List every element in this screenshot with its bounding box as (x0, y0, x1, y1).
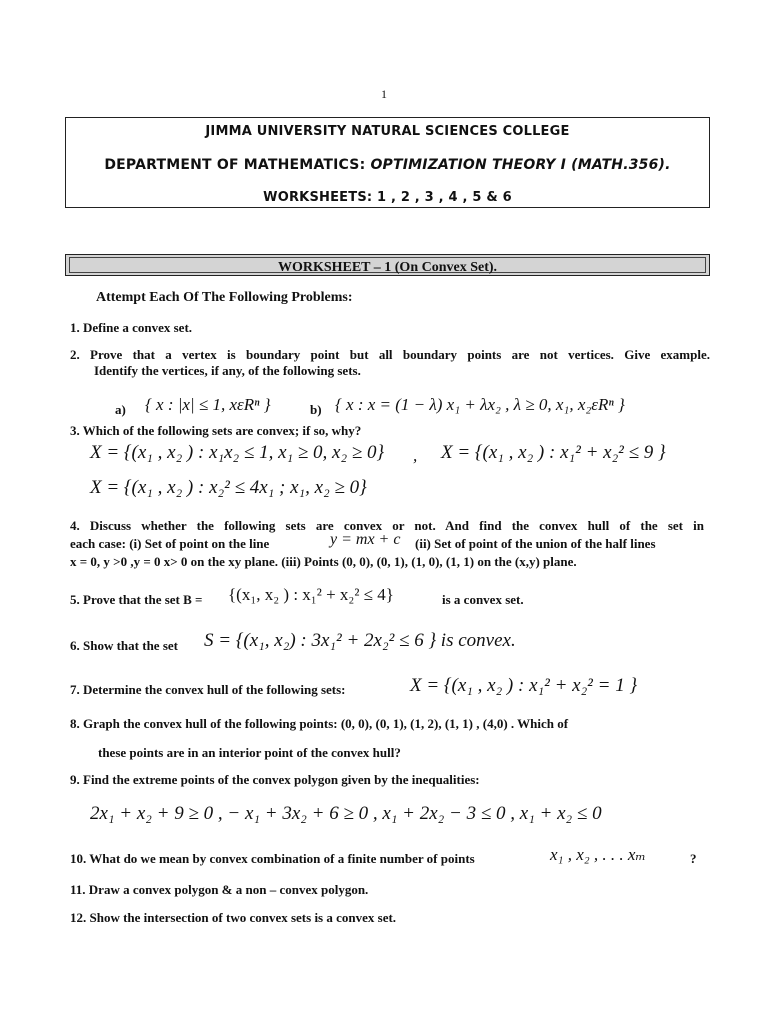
problem-1: 1. Define a convex set. (70, 320, 193, 335)
problem-4-line2b: (ii) Set of point of the union of the half lines (415, 536, 656, 551)
problem-3: 3. Which of the following sets are convex; if so, why? (70, 423, 362, 438)
problem-10-question-mark: ? (690, 851, 697, 866)
problem-3-set2: X = {(x₁ , x₂ ) : x₁² + x₂² ≤ 9 } (441, 442, 666, 463)
college-name: JIMMA UNIVERSITY NATURAL SCIENCES COLLEGE (205, 124, 570, 139)
problem-2-line1: 2. Prove that a vertex is boundary point but all boundary points are not vertices. Give example. (70, 347, 710, 362)
problem-4-line1: 4. Discuss whether the following sets are convex or not. And find the convex hull of the set in (70, 518, 704, 533)
problem-5-tail: is a convex set. (442, 592, 524, 607)
problem-12: 12. Show the intersection of two convex sets is a convex set. (70, 910, 397, 925)
problem-8-line2: these points are in an interior point of the convex hull? (98, 745, 401, 760)
worksheet-title-bar (65, 254, 710, 276)
problem-2a-label: a) (115, 402, 126, 417)
problem-4-line2a: each case: (i) Set of point on the line (70, 536, 270, 551)
worksheets-list: WORKSHEETS: 1 , 2 , 3 , 4 , 5 & 6 (263, 190, 512, 205)
problem-8-line1: 8. Graph the convex hull of the following points: (0, 0), (0, 1), (1, 2), (1, 1) , (4,0) . Which of (70, 716, 569, 731)
problem-2a-set: { x : |x| ≤ 1, xεRⁿ } (145, 395, 271, 414)
problem-5-text: 5. Prove that the set B = (70, 592, 203, 607)
problem-3-set3: X = {(x₁ , x₂ ) : x₂² ≤ 4x₁ ; x₁, x₂ ≥ 0} (90, 477, 367, 498)
problem-5-set: {(x₁, x₂ ) : x₁² + x₂² ≤ 4} (228, 585, 394, 604)
problem-7-set: X = {(x₁ , x₂ ) : x₁² + x₂² = 1 } (410, 675, 638, 696)
problem-6-set: S = {(x₁, x₂) : 3x₁² + 2x₂² ≤ 6 } is convex. (204, 630, 516, 651)
problem-7-text: 7. Determine the convex hull of the following sets: (70, 682, 346, 697)
problem-4-line-equation: y = mx + c (330, 531, 401, 548)
problem-6-text: 6. Show that the set (70, 638, 178, 653)
instructions: Attempt Each Of The Following Problems: (96, 290, 353, 305)
problem-9-inequalities: 2x₁ + x₂ + 9 ≥ 0 , − x₁ + 3x₂ + 6 ≥ 0 , x₁ + 2x₂ − 3 ≤ 0 , x₁ + x₂ ≤ 0 (90, 803, 602, 824)
problem-2b-set: { x : x = (1 − λ) x₁ + λx₂ , λ ≥ 0, x₁, x₂εRⁿ } (335, 395, 625, 414)
problem-3-set1: X = {(x₁ , x₂ ) : x₁x₂ ≤ 1, x₁ ≥ 0, x₂ ≥ 0} (90, 442, 385, 463)
department-course-line (66, 157, 709, 173)
problem-2-line2: Identify the vertices, if any, of the following sets. (94, 363, 361, 378)
course-title: OPTIMIZATION THEORY I (MATH.356). (370, 157, 671, 173)
document-header (65, 117, 710, 208)
worksheet-title: WORKSHEET – 1 (On Convex Set). (69, 257, 706, 273)
problem-10-text: 10. What do we mean by convex combination of a finite number of points (70, 851, 475, 866)
problem-10-points: x₁ , x₂ , . . . xₘ (550, 845, 646, 864)
page-number: 1 (381, 87, 387, 101)
problem-11: 11. Draw a convex polygon & a non – convex polygon. (70, 882, 369, 897)
department-label: DEPARTMENT OF MATHEMATICS: (104, 157, 371, 173)
problem-4-line3: x = 0, y >0 ,y = 0 x> 0 on the xy plane. (iii) Points (0, 0), (0, 1), (1, 0), (1, 1) on the (x,y) plane. (70, 554, 577, 569)
problem-2b-label: b) (310, 402, 322, 417)
problem-9: 9. Find the extreme points of the convex polygon given by the inequalities: (70, 772, 480, 787)
problem-3-separator: , (413, 446, 418, 465)
